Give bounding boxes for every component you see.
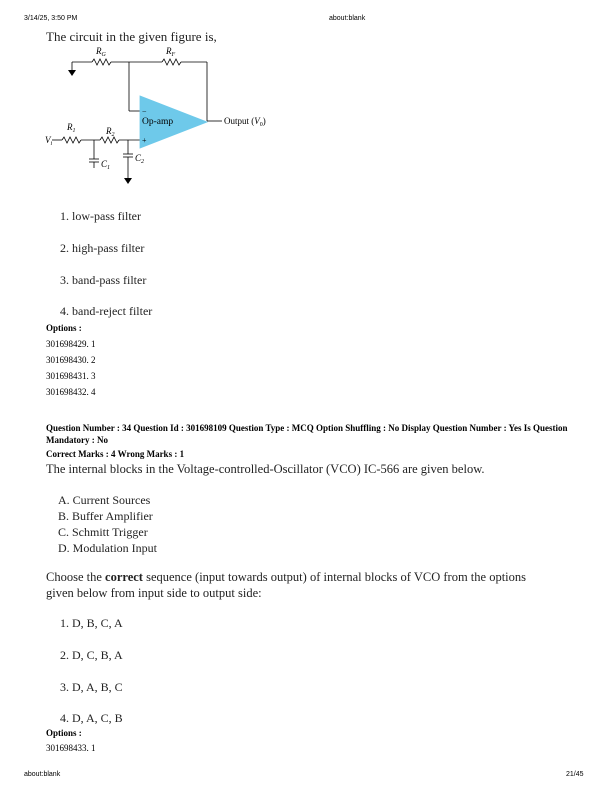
resistor-rf [162,59,181,65]
q34-prompt-line1 [46,570,526,585]
label-r2: R [106,126,112,136]
q34-choice-1: 1. D, B, C, A [60,616,123,630]
q34-options-label: Options : [46,728,82,738]
circuit-diagram [32,44,292,194]
svg-text:Vi [45,135,53,147]
resistor-rg [92,59,111,65]
q33-choice-4: 4. band-reject filter [60,304,153,318]
print-datetime: 3/14/25, 3:50 PM [24,15,78,22]
label-output-sub: 0 [259,122,263,128]
opamp-minus: − [142,107,147,116]
q33-option-code-1: 301698429. 1 [46,339,96,349]
q34-block-b: B. Buffer Amplifier [58,509,153,523]
label-r2-sub: 2 [111,132,115,138]
q34-meta-header: Question Number : 34 Question Id : 301698109 Question Type : MCQ Option Shuffling : No Display Question Number : Yes Is Question Mandatory : No [46,423,568,445]
label-r1-sub: 1 [72,128,76,134]
q33-options-label: Options : [46,323,82,333]
label-vi: V [45,135,51,145]
q33-option-code-2: 301698430. 2 [46,355,96,365]
label-vi-sub: i [50,141,53,147]
page-number: 21/45 [566,771,584,778]
opamp-plus: + [142,136,147,145]
q34-prompt-bold: correct [105,570,143,584]
q34-block-a: A. Current Sources [58,493,151,507]
q33-choice-3: 3. band-pass filter [60,273,147,287]
label-rf: R [166,46,172,56]
label-rg: R [96,46,102,56]
svg-text:RF [165,46,176,58]
svg-text:RG [95,46,107,58]
label-rg-sub: G [101,52,106,58]
svg-text:Output (V0) [224,116,266,128]
svg-text:R1 [66,122,76,134]
resistor-r1 [62,137,81,143]
q34-prompt-pre: Choose the [46,570,106,584]
resistor-r2 [100,137,119,143]
q34-choice-3: 3. D, A, B, C [60,680,123,694]
q34-prompt-post: sequence (input towards output) of internal blocks of VCO from the options [142,570,527,584]
ground-symbols [68,70,132,184]
opamp-label: Op-amp [142,117,174,127]
q34-intro: The internal blocks in the Voltage-controlled-Oscillator (VCO) IC-566 are given below. [46,462,485,476]
label-c2: C [135,153,142,163]
footer-url: about:blank [24,771,61,778]
q34-block-d: D. Modulation Input [58,541,157,555]
svg-text:R2 [105,126,115,138]
q34-block-c: C. Schmitt Trigger [58,525,148,539]
q34-option-code-1: 301698433. 1 [46,743,96,753]
q33-choice-1: 1. low-pass filter [60,209,141,223]
label-c1: C [101,159,108,169]
label-rf-sub: F [171,52,176,58]
q33-option-code-4: 301698432. 4 [46,387,96,397]
svg-text:C1 [101,159,110,171]
q34-marks: Correct Marks : 4 Wrong Marks : 1 [46,449,185,459]
svg-text:C2 [135,153,144,165]
label-r1: R [67,122,73,132]
label-output: Output ( [224,116,255,126]
q34-choice-4: 4. D, A, C, B [60,711,123,725]
q34-choice-2: 2. D, C, B, A [60,648,123,662]
q33-question-text: The circuit in the given figure is, [46,29,217,44]
label-c2-sub: 2 [141,159,145,165]
q33-choice-2: 2. high-pass filter [60,241,145,255]
q33-option-code-3: 301698431. 3 [46,371,96,381]
q34-prompt-line2: given below from input side to output side: [46,586,262,600]
print-url: about:blank [329,15,366,22]
label-output-close: ) [262,116,266,126]
label-c1-sub: 1 [107,165,111,171]
label-output-v: V [254,116,260,126]
